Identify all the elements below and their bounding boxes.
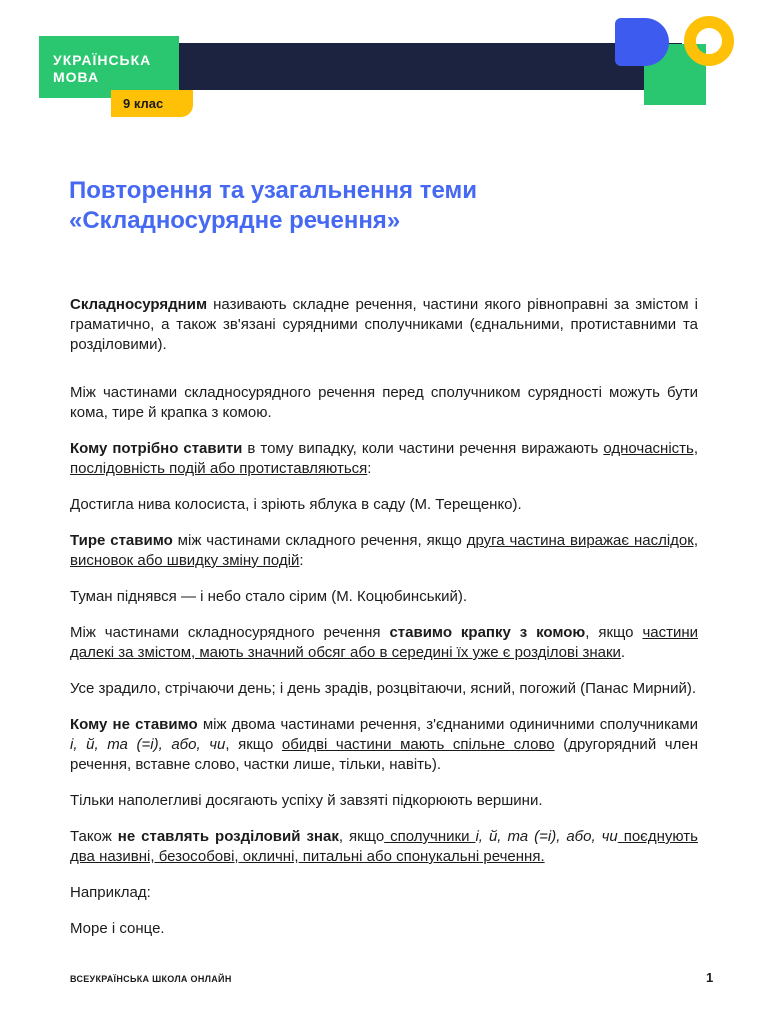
rule-text: в тому випадку, коли частини речення виражають [242,440,604,457]
example-label: Наприклад: [70,884,151,901]
rule-no-punctuation [70,827,698,867]
rule-semicolon [70,623,698,663]
definition-text: називають складне речення, частини якого рівноправні за змістом і граматично, а також зв'язані сурядними сполучниками (єднальними, протиставними та розділовими). [70,296,698,353]
example-no-comma: Тільки наполегливі досягають успіху й завзяті підкорюють вершини. [70,792,543,809]
conjunctions: і, й, та (=і), або, чи [70,736,226,753]
rule-no-comma [70,715,698,775]
rule-text: між частинами складного речення, якщо [172,532,467,549]
rule-condition-2: поєднують два називні, безособові, окличні, питальні або спонукальні речення. [70,828,698,865]
rule-text: між двома частинами речення, з'єднаними одиничними сполучниками [197,716,698,733]
example-dash: Туман піднявся — і небо стало сірим (М. Коцюбинський). [70,588,467,605]
paragraph-punctuation-intro: Між частинами складносурядного речення перед сполучником сурядності можуть бути кома, тире й крапка з комою. [70,384,698,421]
subject-badge [39,36,179,98]
page-title [69,176,669,236]
term: Складносурядним [70,296,208,313]
subject-line-1: УКРАЇНСЬКА [53,52,152,68]
rule-heading: Тире ставимо [70,532,173,549]
rule-condition: друга частина виражає наслідок, висновок або швидку зміну подій [70,532,698,569]
rule-text: Між частинами складносурядного речення [70,624,390,641]
title-line-2: «Складносурядне речення» [69,207,401,234]
vsho-logo-icon [610,15,735,95]
lesson-content [70,295,698,939]
rule-end: (другорядний член речення, вставне слово, частки лише, тільки, навіть). [70,736,698,773]
conjunctions: і, й, та (=і), або, чи [475,828,618,845]
example-semicolon: Усе зрадило, стрічаючи день; і день зрадів, розцвітаючи, ясний, погожий (Панас Мирний). [70,680,697,697]
example-no-punctuation: Море і сонце. [70,920,165,937]
page-number: 1 [706,970,714,985]
rule-heading: Кому не ставимо [70,716,198,733]
rule-heading: не ставлять розділовий знак [117,828,339,845]
title-line-1: Повторення та узагальнення теми [69,177,478,204]
paragraph-definition [70,295,698,355]
logo-blue-block [615,18,669,66]
rule-text: Також [70,828,118,845]
rule-end: . [620,644,626,661]
rule-dash [70,531,698,571]
rule-text-2: , якщо [338,828,385,845]
rule-comma [70,439,698,479]
rule-condition: одночасність, послідовність подій або протиставляються [70,440,698,477]
rule-heading: ставимо крапку з комою [389,624,586,641]
subject-line-2: МОВА [53,69,100,85]
rule-heading: Кому потрібно ставити [70,440,243,457]
rule-text-2: , якщо [225,736,282,753]
logo-yellow-ring [684,16,734,66]
rule-condition: обидві частини мають спільне слово [281,736,555,753]
rule-condition-1: сполучники [384,828,476,845]
rule-text-2: , якщо [585,624,643,641]
rule-condition: частини далекі за змістом, мають значний обсяг або в середині їх уже є розділові знаки [70,624,699,661]
footer-school-name: ВСЕУКРАЇНСЬКА ШКОЛА ОНЛАЙН [70,974,232,984]
example-comma: Достигла нива колосиста, і зріють яблука в саду (М. Терещенко). [70,496,522,513]
rule-end: : [367,460,372,477]
grade-badge: 9 клас [111,90,193,117]
rule-end: : [299,552,304,569]
header-bar [150,43,682,90]
